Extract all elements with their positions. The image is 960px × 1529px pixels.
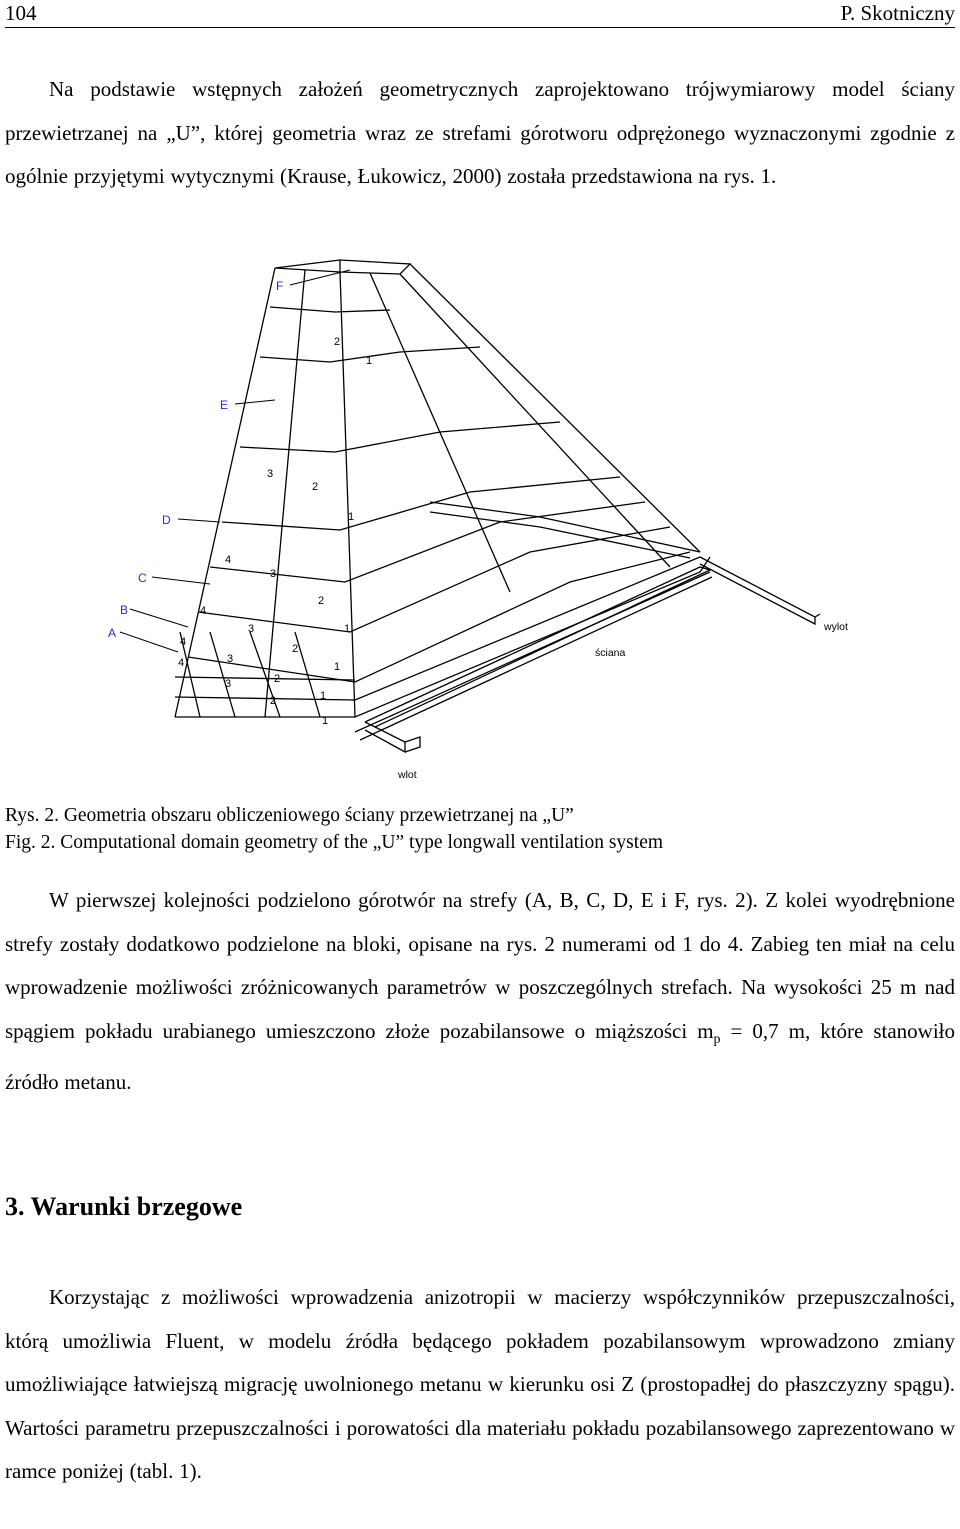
- outlet-label: wylot: [824, 621, 848, 633]
- figure-caption-english: Fig. 2. Computational domain geometry of the „U” type longwall ventilation system: [5, 832, 664, 853]
- inlet-label: wlot: [398, 769, 417, 781]
- block-number: 1: [366, 355, 373, 367]
- thickness-subscript: p: [713, 1031, 721, 1047]
- block-number: 3: [267, 468, 274, 480]
- zone-label-d: D: [162, 513, 171, 527]
- paragraph-boundary-conditions: Korzystając z możliwości wprowadzenia anizotropii w macierzy współczynników przepuszczalności, którą umożliwia Fluent, w modelu źródła będącego pokładem pozabilansowym wprowadzono zmiany umożliwiające łatwiejszą migrację uwolnionego metanu w kierunku osi Z (prostopadłej do płaszczyzny spągu). Wartości parametru przepuszczalności i porowatości dla materiału pokładu pozabilansowego zaprezentowano w ramce poniżej (tabl. 1).: [5, 1285, 955, 1483]
- wireframe-diagram: [100, 252, 860, 792]
- zone-label-a: A: [108, 626, 117, 640]
- block-number: 1: [322, 715, 329, 727]
- figure-caption-polish: Rys. 2. Geometria obszaru obliczeniowego ściany przewietrzanej na „U”: [5, 805, 574, 826]
- block-number: 4: [178, 657, 185, 669]
- page-number: 104: [5, 1, 37, 25]
- face-label: ściana: [595, 647, 626, 659]
- block-number: 2: [312, 481, 319, 493]
- block-number: 2: [274, 673, 281, 685]
- block-number: 4: [200, 605, 207, 617]
- wireframe-lines: [175, 260, 820, 752]
- block-number: 3: [227, 653, 234, 665]
- zone-label-e: E: [220, 398, 229, 412]
- zone-label-c: C: [138, 571, 147, 585]
- paragraph-zones-text: W pierwszej kolejności podzielono górotwór na strefy (A, B, C, D, E i F, rys. 2). Z kolei wyodrębnione strefy zostały dodatkowo podzielone na bloki, opisane na rys. 2 numerami od 1 do 4. Zabieg ten miał na celu wprowadzenie możliwości zróżnicowanych parametrów w poszczególnych strefach. Na wysokości 25 m nad spągiem pokładu urabianego umieszczono złoże pozabilansowe o miąższości m: [5, 888, 955, 1043]
- zone-pointer-lines: [120, 270, 350, 652]
- block-number: 2: [318, 595, 325, 607]
- zone-label-b: B: [120, 603, 129, 617]
- block-number: 1: [334, 661, 341, 673]
- block-number: 3: [248, 623, 255, 635]
- figure-domain-geometry: [100, 252, 860, 792]
- paragraph-intro: Na podstawie wstępnych założeń geometrycznych zaprojektowano trójwymiarowy model ściany przewietrzanej na „U”, której geometria wraz ze strefami górotworu odprężonego wyznaczonymi zgodnie z ogólnie przyjętymi wytycznymi (Krause, Łukowicz, 2000) została przedstawiona na rys. 1.: [5, 77, 955, 188]
- block-number: 1: [344, 623, 351, 635]
- zone-label-f: F: [276, 279, 284, 293]
- paragraph-zones-tail: = 0,7 m, które stanowiło źródło metanu.: [5, 1018, 955, 1095]
- block-number: 4: [180, 636, 187, 648]
- page-header: [5, 0, 955, 28]
- block-number: 2: [292, 643, 299, 655]
- block-number: 3: [270, 568, 277, 580]
- zone-label-group: [108, 279, 283, 640]
- block-number: 1: [348, 511, 355, 523]
- block-number: 1: [320, 690, 327, 702]
- paragraph-zones: [5, 879, 955, 1105]
- running-author: P. Skotniczny: [840, 1, 955, 25]
- figure-labels: [397, 621, 848, 781]
- block-number: 3: [225, 678, 232, 690]
- block-number: 2: [334, 336, 341, 348]
- block-number-group: [178, 336, 372, 727]
- block-number: 2: [270, 695, 277, 707]
- block-number: 4: [225, 554, 232, 566]
- section-heading: 3. Warunki brzegowe: [5, 1192, 243, 1221]
